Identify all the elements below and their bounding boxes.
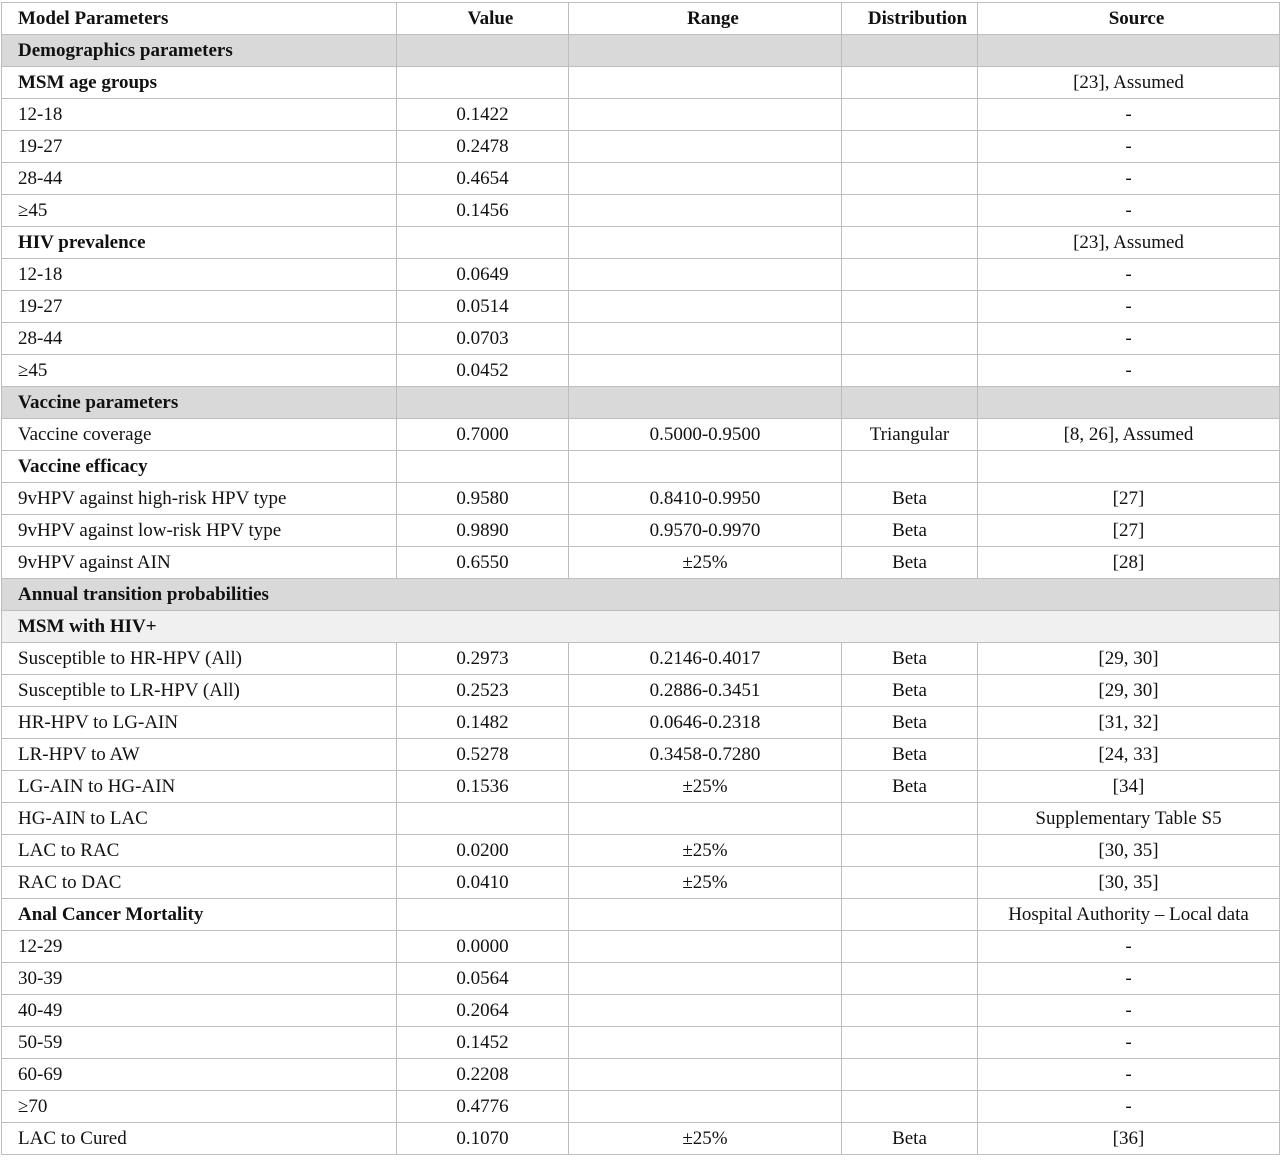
table-row bbox=[2, 1027, 1280, 1059]
parameter-cell: Demographics parameters bbox=[2, 35, 397, 67]
distribution-cell bbox=[842, 291, 978, 323]
value-cell: 0.7000 bbox=[397, 419, 569, 451]
source-cell: - bbox=[978, 259, 1280, 291]
distribution-cell: Beta bbox=[842, 483, 978, 515]
parameter-cell: 9vHPV against high-risk HPV type bbox=[2, 483, 397, 515]
range-cell: 0.2886-0.3451 bbox=[569, 675, 842, 707]
value-cell: 0.1482 bbox=[397, 707, 569, 739]
group-header-row bbox=[2, 67, 1280, 99]
table-row bbox=[2, 131, 1280, 163]
source-cell: - bbox=[978, 323, 1280, 355]
distribution-cell bbox=[842, 387, 978, 419]
parameter-cell: ≥45 bbox=[2, 355, 397, 387]
value-cell: 0.4654 bbox=[397, 163, 569, 195]
parameter-cell: 9vHPV against low-risk HPV type bbox=[2, 515, 397, 547]
value-cell: 0.0452 bbox=[397, 355, 569, 387]
parameter-cell: ≥45 bbox=[2, 195, 397, 227]
table-row bbox=[2, 515, 1280, 547]
parameter-cell: 40-49 bbox=[2, 995, 397, 1027]
header-value: Value bbox=[397, 3, 569, 35]
value-cell: 0.0649 bbox=[397, 259, 569, 291]
value-cell: 0.2478 bbox=[397, 131, 569, 163]
distribution-cell bbox=[842, 867, 978, 899]
value-cell: 0.4776 bbox=[397, 1091, 569, 1123]
header-source: Source bbox=[978, 3, 1280, 35]
distribution-cell: Beta bbox=[842, 547, 978, 579]
parameter-cell: HR-HPV to LG-AIN bbox=[2, 707, 397, 739]
range-cell: 0.5000-0.9500 bbox=[569, 419, 842, 451]
parameter-cell: LG-AIN to HG-AIN bbox=[2, 771, 397, 803]
value-cell: 0.2973 bbox=[397, 643, 569, 675]
parameter-cell: Susceptible to HR-HPV (All) bbox=[2, 643, 397, 675]
source-cell: [36] bbox=[978, 1123, 1280, 1155]
parameter-cell: 28-44 bbox=[2, 163, 397, 195]
range-cell bbox=[569, 163, 842, 195]
value-cell bbox=[397, 35, 569, 67]
source-cell: - bbox=[978, 195, 1280, 227]
table-row bbox=[2, 995, 1280, 1027]
table-row bbox=[2, 771, 1280, 803]
range-cell bbox=[569, 131, 842, 163]
group-header-row bbox=[2, 227, 1280, 259]
table-row bbox=[2, 291, 1280, 323]
distribution-cell bbox=[842, 227, 978, 259]
table-row bbox=[2, 707, 1280, 739]
distribution-cell bbox=[842, 963, 978, 995]
source-cell: [29, 30] bbox=[978, 643, 1280, 675]
distribution-cell bbox=[842, 899, 978, 931]
range-cell: 0.8410-0.9950 bbox=[569, 483, 842, 515]
table-row bbox=[2, 483, 1280, 515]
range-cell bbox=[569, 67, 842, 99]
range-cell: 0.9570-0.9970 bbox=[569, 515, 842, 547]
source-cell: [34] bbox=[978, 771, 1280, 803]
table-row bbox=[2, 323, 1280, 355]
distribution-cell bbox=[842, 931, 978, 963]
value-cell bbox=[397, 451, 569, 483]
range-cell: ±25% bbox=[569, 867, 842, 899]
range-cell: 0.3458-0.7280 bbox=[569, 739, 842, 771]
value-cell: 0.0514 bbox=[397, 291, 569, 323]
source-cell: - bbox=[978, 99, 1280, 131]
range-cell: 0.2146-0.4017 bbox=[569, 643, 842, 675]
range-cell bbox=[569, 931, 842, 963]
value-cell: 0.9890 bbox=[397, 515, 569, 547]
section-header-row bbox=[2, 579, 1280, 611]
source-cell: - bbox=[978, 963, 1280, 995]
distribution-cell bbox=[842, 355, 978, 387]
source-cell: [23], Assumed bbox=[978, 227, 1280, 259]
value-cell: 0.2208 bbox=[397, 1059, 569, 1091]
header-model-parameters: Model Parameters bbox=[2, 3, 397, 35]
value-cell: 0.9580 bbox=[397, 483, 569, 515]
distribution-cell bbox=[842, 451, 978, 483]
distribution-cell: Beta bbox=[842, 515, 978, 547]
value-cell: 0.2064 bbox=[397, 995, 569, 1027]
source-cell bbox=[978, 35, 1280, 67]
table-row bbox=[2, 419, 1280, 451]
value-cell: 0.5278 bbox=[397, 739, 569, 771]
range-cell bbox=[569, 355, 842, 387]
source-cell: Supplementary Table S5 bbox=[978, 803, 1280, 835]
parameter-cell: Anal Cancer Mortality bbox=[2, 899, 397, 931]
distribution-cell bbox=[842, 1091, 978, 1123]
value-cell: 0.0703 bbox=[397, 323, 569, 355]
value-cell: 0.1536 bbox=[397, 771, 569, 803]
source-cell: [27] bbox=[978, 515, 1280, 547]
source-cell bbox=[978, 451, 1280, 483]
table-row bbox=[2, 547, 1280, 579]
distribution-cell: Beta bbox=[842, 707, 978, 739]
distribution-cell bbox=[842, 99, 978, 131]
range-cell bbox=[569, 1059, 842, 1091]
parameter-cell: MSM age groups bbox=[2, 67, 397, 99]
parameter-cell: 12-29 bbox=[2, 931, 397, 963]
distribution-cell bbox=[842, 67, 978, 99]
group-header-row bbox=[2, 899, 1280, 931]
value-cell bbox=[397, 67, 569, 99]
table-row bbox=[2, 643, 1280, 675]
table-row bbox=[2, 1091, 1280, 1123]
table-row bbox=[2, 963, 1280, 995]
source-cell: - bbox=[978, 163, 1280, 195]
value-cell: 0.1456 bbox=[397, 195, 569, 227]
table-row bbox=[2, 259, 1280, 291]
range-cell bbox=[569, 227, 842, 259]
distribution-cell bbox=[842, 803, 978, 835]
source-cell: - bbox=[978, 291, 1280, 323]
parameter-cell: 19-27 bbox=[2, 131, 397, 163]
section-header-row bbox=[2, 35, 1280, 67]
distribution-cell bbox=[842, 163, 978, 195]
table-row bbox=[2, 675, 1280, 707]
parameter-cell: 19-27 bbox=[2, 291, 397, 323]
parameter-cell: Susceptible to LR-HPV (All) bbox=[2, 675, 397, 707]
source-cell: [27] bbox=[978, 483, 1280, 515]
parameter-cell: LAC to Cured bbox=[2, 1123, 397, 1155]
distribution-cell bbox=[842, 195, 978, 227]
parameter-cell: LAC to RAC bbox=[2, 835, 397, 867]
distribution-cell: Beta bbox=[842, 1123, 978, 1155]
value-cell: 0.0000 bbox=[397, 931, 569, 963]
range-cell bbox=[569, 1027, 842, 1059]
parameter-cell: 60-69 bbox=[2, 1059, 397, 1091]
range-cell: ±25% bbox=[569, 1123, 842, 1155]
range-cell bbox=[569, 899, 842, 931]
model-parameters-table bbox=[1, 2, 1280, 1155]
section-title: Annual transition probabilities bbox=[2, 579, 1280, 611]
table-row bbox=[2, 803, 1280, 835]
source-cell: - bbox=[978, 1027, 1280, 1059]
range-cell bbox=[569, 35, 842, 67]
range-cell bbox=[569, 1091, 842, 1123]
parameter-cell: LR-HPV to AW bbox=[2, 739, 397, 771]
range-cell: ±25% bbox=[569, 771, 842, 803]
table-row bbox=[2, 931, 1280, 963]
parameter-cell: HIV prevalence bbox=[2, 227, 397, 259]
source-cell: [24, 33] bbox=[978, 739, 1280, 771]
distribution-cell bbox=[842, 995, 978, 1027]
value-cell: 0.0410 bbox=[397, 867, 569, 899]
range-cell bbox=[569, 195, 842, 227]
range-cell bbox=[569, 451, 842, 483]
range-cell: 0.0646-0.2318 bbox=[569, 707, 842, 739]
table-row bbox=[2, 163, 1280, 195]
source-cell: - bbox=[978, 1059, 1280, 1091]
parameter-cell: RAC to DAC bbox=[2, 867, 397, 899]
value-cell bbox=[397, 227, 569, 259]
distribution-cell bbox=[842, 259, 978, 291]
parameter-cell: Vaccine parameters bbox=[2, 387, 397, 419]
source-cell: [30, 35] bbox=[978, 867, 1280, 899]
distribution-cell bbox=[842, 1059, 978, 1091]
distribution-cell: Beta bbox=[842, 739, 978, 771]
source-cell: [29, 30] bbox=[978, 675, 1280, 707]
table-row bbox=[2, 195, 1280, 227]
value-cell: 0.1452 bbox=[397, 1027, 569, 1059]
parameter-cell: Vaccine efficacy bbox=[2, 451, 397, 483]
value-cell bbox=[397, 803, 569, 835]
range-cell bbox=[569, 387, 842, 419]
value-cell: 0.0200 bbox=[397, 835, 569, 867]
section-header-row bbox=[2, 387, 1280, 419]
range-cell bbox=[569, 323, 842, 355]
source-cell: - bbox=[978, 1091, 1280, 1123]
source-cell: - bbox=[978, 131, 1280, 163]
range-cell bbox=[569, 259, 842, 291]
distribution-cell: Beta bbox=[842, 771, 978, 803]
table-row bbox=[2, 355, 1280, 387]
distribution-cell bbox=[842, 35, 978, 67]
range-cell bbox=[569, 995, 842, 1027]
source-cell: Hospital Authority – Local data bbox=[978, 899, 1280, 931]
range-cell: ±25% bbox=[569, 547, 842, 579]
parameter-cell: ≥70 bbox=[2, 1091, 397, 1123]
source-cell: [30, 35] bbox=[978, 835, 1280, 867]
parameter-cell: HG-AIN to LAC bbox=[2, 803, 397, 835]
subsection-header-row bbox=[2, 611, 1280, 643]
parameter-cell: 12-18 bbox=[2, 99, 397, 131]
source-cell: [8, 26], Assumed bbox=[978, 419, 1280, 451]
source-cell: - bbox=[978, 995, 1280, 1027]
table-row bbox=[2, 739, 1280, 771]
table-body bbox=[2, 35, 1280, 1155]
parameter-cell: 28-44 bbox=[2, 323, 397, 355]
header-distribution: Distribution bbox=[842, 3, 978, 35]
distribution-cell bbox=[842, 131, 978, 163]
value-cell: 0.0564 bbox=[397, 963, 569, 995]
group-header-row bbox=[2, 451, 1280, 483]
table-row bbox=[2, 835, 1280, 867]
distribution-cell: Triangular bbox=[842, 419, 978, 451]
value-cell: 0.1422 bbox=[397, 99, 569, 131]
section-title: MSM with HIV+ bbox=[2, 611, 1280, 643]
parameter-cell: Vaccine coverage bbox=[2, 419, 397, 451]
table-row bbox=[2, 1123, 1280, 1155]
table-row bbox=[2, 1059, 1280, 1091]
table-row bbox=[2, 867, 1280, 899]
table-row bbox=[2, 99, 1280, 131]
distribution-cell: Beta bbox=[842, 643, 978, 675]
source-cell: [31, 32] bbox=[978, 707, 1280, 739]
parameter-cell: 50-59 bbox=[2, 1027, 397, 1059]
table-header-row bbox=[2, 3, 1280, 35]
parameter-cell: 12-18 bbox=[2, 259, 397, 291]
distribution-cell bbox=[842, 323, 978, 355]
value-cell: 0.2523 bbox=[397, 675, 569, 707]
parameter-cell: 30-39 bbox=[2, 963, 397, 995]
source-cell: - bbox=[978, 931, 1280, 963]
range-cell bbox=[569, 803, 842, 835]
source-cell bbox=[978, 387, 1280, 419]
range-cell bbox=[569, 99, 842, 131]
value-cell: 0.1070 bbox=[397, 1123, 569, 1155]
parameter-cell: 9vHPV against AIN bbox=[2, 547, 397, 579]
range-cell bbox=[569, 963, 842, 995]
range-cell: ±25% bbox=[569, 835, 842, 867]
source-cell: - bbox=[978, 355, 1280, 387]
distribution-cell: Beta bbox=[842, 675, 978, 707]
value-cell bbox=[397, 387, 569, 419]
distribution-cell bbox=[842, 1027, 978, 1059]
value-cell bbox=[397, 899, 569, 931]
source-cell: [28] bbox=[978, 547, 1280, 579]
value-cell: 0.6550 bbox=[397, 547, 569, 579]
distribution-cell bbox=[842, 835, 978, 867]
source-cell: [23], Assumed bbox=[978, 67, 1280, 99]
range-cell bbox=[569, 291, 842, 323]
header-range: Range bbox=[569, 3, 842, 35]
